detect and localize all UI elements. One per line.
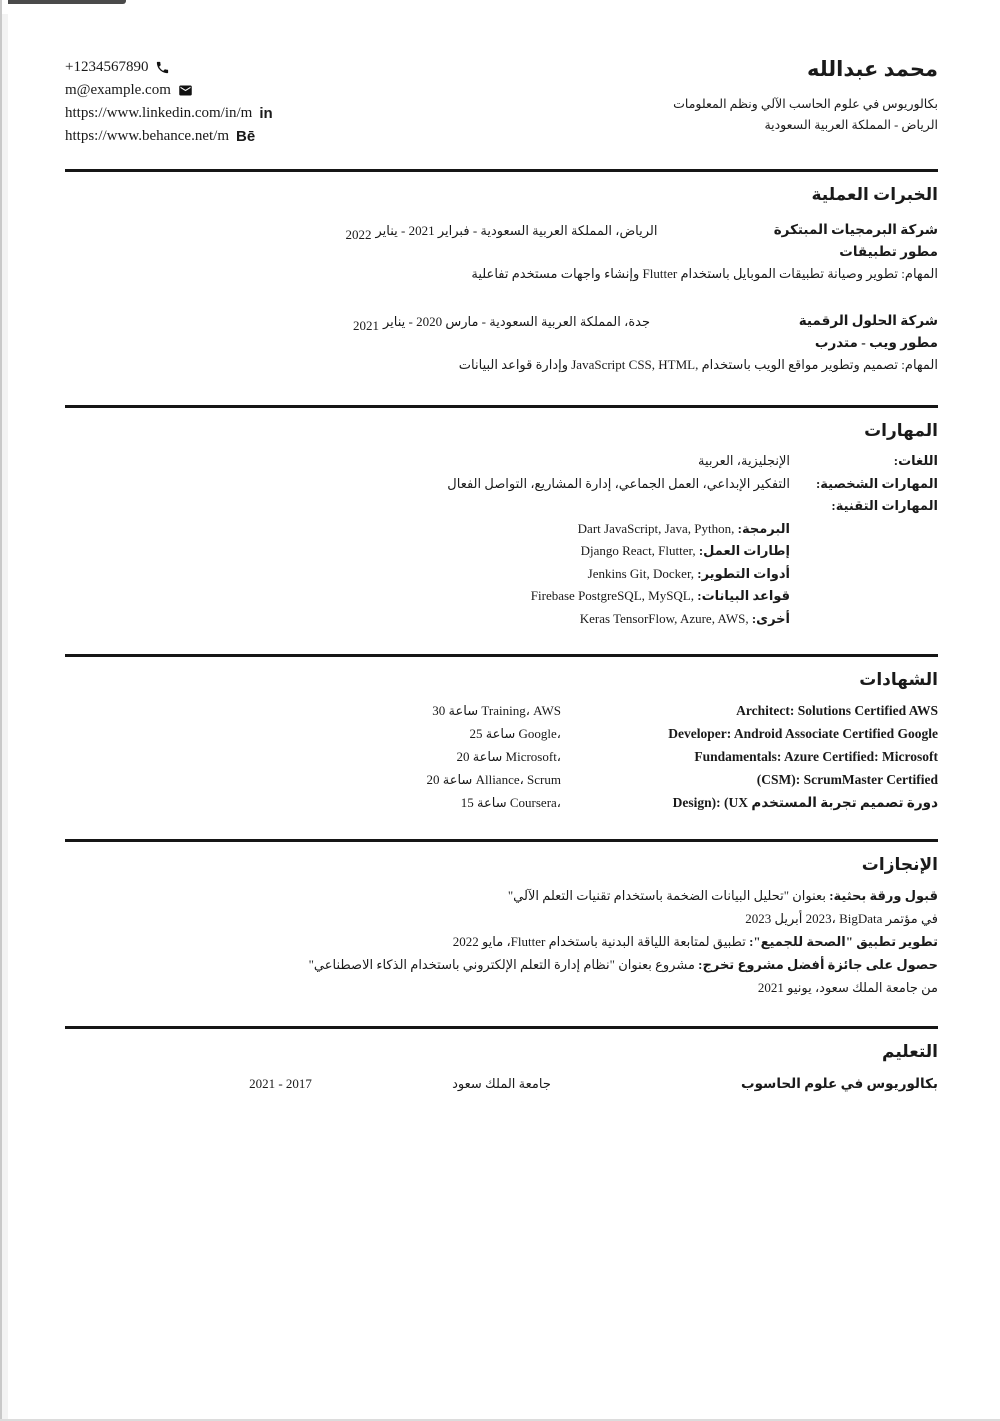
company-location-dates: جدة، المملكة العربية السعودية - مارس 2020 - يناير2021 xyxy=(65,311,938,333)
achievement-line: في مؤتمر 2023، BigData أبريل 2023 xyxy=(745,911,938,926)
certification-name-latin: Developer: Android Associate Certified Google xyxy=(668,726,938,741)
skills-tech-values: Jenkins Git, Docker, xyxy=(587,565,695,581)
skills-tech-line xyxy=(65,608,938,631)
certification-rows xyxy=(65,699,938,818)
location-line: الرياض - المملكة العربية السعودية xyxy=(764,118,938,132)
certification-name xyxy=(561,699,938,722)
skills-tech-line xyxy=(65,585,938,608)
phone-icon xyxy=(155,60,170,75)
section-skills xyxy=(65,408,938,634)
section-title-skills: المهارات xyxy=(864,421,938,440)
achievement-line: حصول على جائزة أفضل مشروع تخرج: مشروع بعنوان "نظام إدارة التعلم الإلكتروني باستخدام الذكاء الاصطناعي" xyxy=(308,957,938,972)
certification-name: دورة تصميم تجربة المستخدم Design): (UX xyxy=(672,795,938,810)
experience-toprow xyxy=(65,310,938,332)
job-tasks-tech: JavaScript CSS, HTML, xyxy=(571,356,699,372)
skills-value: التفكير الإبداعي، العمل الجماعي، إدارة المشاريع، التواصل الفعال xyxy=(447,475,790,491)
certification-name xyxy=(561,722,938,745)
certification-hours-text: ساعة 25 Google، xyxy=(469,726,561,741)
experience-entry xyxy=(65,219,938,284)
certification-row xyxy=(65,745,938,768)
achievement-tech: ،Flutter xyxy=(506,934,546,949)
certification-name xyxy=(561,745,938,768)
job-tasks-tech: Flutter xyxy=(642,265,678,281)
skills-value xyxy=(65,495,790,518)
header xyxy=(65,0,938,148)
section-title-experience: الخبرات العملية xyxy=(811,185,938,204)
certification-hours xyxy=(65,722,561,745)
skills-tech-values: Firebase PostgreSQL, MySQL, xyxy=(530,588,694,603)
page-content xyxy=(65,0,938,1095)
achievement-lead: تطوير تطبيق "الصحة للجميع": xyxy=(749,934,938,949)
contact-line-linkedin[interactable] xyxy=(65,102,273,125)
education-degree: بكالوريوس في علوم الحاسوب xyxy=(741,1076,938,1091)
certification-hours xyxy=(65,745,561,768)
skills-label: المهارات الشخصية: xyxy=(815,475,938,491)
skills-tech-values: Django React, Flutter, xyxy=(580,543,696,558)
skills-tech-values: Keras TensorFlow, Azure, AWS, xyxy=(579,610,749,626)
certification-name-latin: (CSM): ScrumMaster Certified xyxy=(756,772,938,787)
certification-hours xyxy=(65,768,561,791)
envelope-icon xyxy=(178,83,193,98)
section-experience xyxy=(65,172,938,379)
dates-year-wrap: 2022 xyxy=(345,227,372,242)
contact-text-behance: https://www.behance.net/m xyxy=(65,128,229,144)
certification-hours-text: ساعة 15 Coursera، xyxy=(460,795,561,810)
skills-tech-label: أدوات التطوير: xyxy=(697,565,790,581)
person-name: محمد عبدالله xyxy=(806,57,938,81)
certification-hours-text: ساعة 20 Microsoft، xyxy=(456,749,561,764)
certification-row xyxy=(65,699,938,722)
skills-tech-line xyxy=(65,563,938,586)
certification-row xyxy=(65,791,938,814)
skills-tech-label: قواعد البيانات: xyxy=(697,588,790,603)
certification-row xyxy=(65,722,938,745)
contact-text-envelope: m@example.com xyxy=(65,82,171,98)
achievement-line: من جامعة الملك سعود، يونيو 2021 xyxy=(757,980,938,995)
experience-entry xyxy=(65,310,938,375)
certification-row xyxy=(65,768,938,791)
skills-tech-label: إطارات العمل: xyxy=(698,543,790,558)
contact-text-phone: +1234567890 xyxy=(65,59,149,75)
section-certifications xyxy=(65,657,938,818)
certification-name-latin: Architect: Solutions Certified AWS xyxy=(736,703,938,718)
section-title-education: التعليم xyxy=(882,1042,938,1061)
company-location-dates: الرياض، المملكة العربية السعودية - فبراير 2021 - يناير2022 xyxy=(65,220,938,242)
contact-line-phone[interactable] xyxy=(65,56,273,79)
skills-label: اللغات: xyxy=(893,453,938,468)
skills-row xyxy=(65,473,938,496)
job-tasks: المهام: تطوير وصيانة تطبيقات الموبايل باستخدام Flutter وإنشاء واجهات مستخدم تفاعلية xyxy=(471,265,938,281)
section-title-achievements: الإنجازات xyxy=(861,855,938,874)
certification-hours-text: ساعة 20 Alliance، Scrum xyxy=(426,772,561,787)
section-achievements xyxy=(65,842,938,1003)
experience-entries xyxy=(65,219,938,379)
achievement-lead: حصول على جائزة أفضل مشروع تخرج: xyxy=(698,957,938,972)
contact-line-envelope[interactable] xyxy=(65,79,273,102)
skills-row xyxy=(65,450,938,473)
linkedin-icon: in xyxy=(259,105,273,122)
scan-edge-left-soft xyxy=(2,14,8,1421)
company-name: شركة البرمجيات المبتكرة xyxy=(773,222,938,237)
contact-line-behance[interactable] xyxy=(65,125,273,148)
certification-hours-text: ساعة 30 Training، AWS xyxy=(432,703,561,718)
skills-tech-line xyxy=(65,540,938,563)
job-role: مطور تطبيقات xyxy=(839,244,938,259)
company-name: شركة الحلول الرقمية xyxy=(798,313,938,328)
education-dates: 2017 - 2021 xyxy=(249,1076,312,1091)
experience-toprow xyxy=(65,219,938,241)
education-row xyxy=(65,1073,938,1095)
achievement-tech: 2023، BigData xyxy=(805,911,883,926)
job-tasks: المهام: تصميم وتطوير مواقع الويب باستخدام JavaScript CSS, HTML, وإدارة قواعد البيانات xyxy=(458,356,938,372)
skills-value: الإنجليزية، العربية xyxy=(698,453,790,468)
job-role: مطور ويب - متدرب xyxy=(814,335,938,350)
certification-hours xyxy=(65,791,561,814)
behance-icon: Bē xyxy=(236,128,256,145)
certification-hours xyxy=(65,699,561,722)
contact-block xyxy=(65,56,273,148)
skills-row xyxy=(65,495,938,518)
degree-line: بكالوريوس في علوم الحاسب الآلي ونظم المعلومات xyxy=(673,97,938,111)
achievement-line: قبول ورقة بحثية: بعنوان "تحليل البيانات الضخمة باستخدام تقنيات التعلم الآلي" xyxy=(507,888,938,903)
skills-tech-label: البرمجة: xyxy=(737,520,790,536)
skills-tech-line xyxy=(65,518,938,541)
certification-name-latin: Design): (UX xyxy=(672,795,749,810)
dates-year-wrap: 2021 xyxy=(352,318,379,333)
achievement-line: تطوير تطبيق "الصحة للجميع": تطبيق لمتابعة اللياقة البدنية باستخدام ،Flutter مايو 2022 xyxy=(452,934,938,949)
education-university: جامعة الملك سعود xyxy=(452,1076,551,1091)
identity-block xyxy=(673,56,938,136)
skills-tech-label: أخرى: xyxy=(751,610,790,626)
skills-rows xyxy=(65,450,938,634)
skills-tech-values: Dart JavaScript, Java, Python, xyxy=(577,520,735,536)
section-title-certifications: الشهادات xyxy=(859,670,938,689)
skills-label: المهارات التقنية: xyxy=(831,498,938,513)
achievement-lead: قبول ورقة بحثية: xyxy=(829,888,938,903)
certification-name xyxy=(561,768,938,791)
certification-name-latin: Fundamentals: Azure Certified: Microsoft xyxy=(694,749,938,764)
achievement-lines xyxy=(65,884,938,1003)
section-education xyxy=(65,1029,938,1095)
contact-text-linkedin: https://www.linkedin.com/in/m xyxy=(65,105,253,121)
